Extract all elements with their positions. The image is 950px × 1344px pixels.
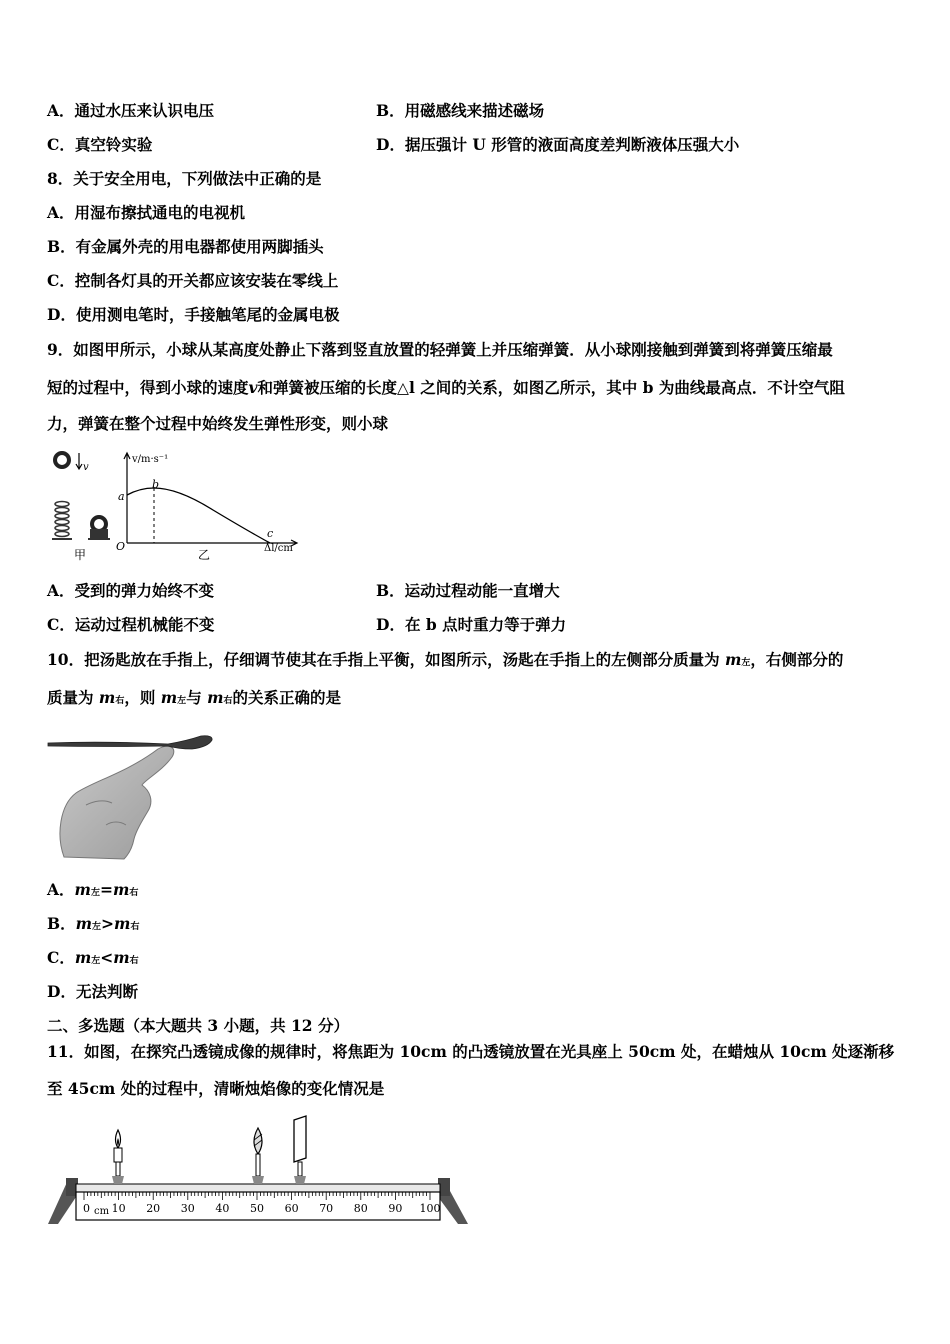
q10-stem-line2: 质量为 m右，则 m左与 m右的关系正确的是 xyxy=(47,688,342,707)
q7-option-b: B．用磁感线来描述磁场 xyxy=(376,101,545,120)
q8-option-d: D．使用测电笔时，手接触笔尾的金属电极 xyxy=(47,305,340,324)
q10-option-b: B．m左>m右 xyxy=(47,914,140,933)
fig-c-label: c xyxy=(267,527,274,540)
section-heading: 二、多选题（本大题共 3 小题，共 12 分） xyxy=(47,1016,349,1035)
bench-rail xyxy=(76,1184,440,1192)
optical-bench-figure xyxy=(44,1110,474,1230)
hand-icon xyxy=(60,746,174,859)
q9-option-c: C．运动过程机械能不变 xyxy=(47,615,215,634)
q11-stem-line1: 11．如图，在探究凸透镜成像的规律时，将焦距为 10cm 的凸透镜放置在光具座上 50cm 处，在蜡烛从 10cm 处逐渐移 xyxy=(47,1042,895,1061)
flame-candle-icon xyxy=(252,1128,264,1184)
q10-option-a: A．m左=m右 xyxy=(47,880,139,899)
fig-jia-label: 甲 xyxy=(74,548,87,562)
ruler-unit-label: cm xyxy=(94,1206,110,1217)
q9-option-a: A．受到的弹力始终不变 xyxy=(47,581,215,600)
fig-v-label: v xyxy=(83,462,89,473)
q7-option-c: C．真空铃实验 xyxy=(47,135,153,154)
q10-option-c: C．m左<m右 xyxy=(47,948,139,967)
q8-option-b: B．有金属外壳的用电器都使用两脚插头 xyxy=(47,237,324,256)
q8-option-a: A．用湿布擦拭通电的电视机 xyxy=(47,203,246,222)
ruler-label: 0 xyxy=(83,1202,90,1215)
q10-option-d: D．无法判断 xyxy=(47,982,138,1001)
candle-icon xyxy=(112,1130,124,1184)
velocity-curve xyxy=(127,488,270,543)
spoon-hand-figure xyxy=(46,735,216,860)
fig-y-axis-label: v/m·s⁻¹ xyxy=(132,454,169,465)
ruler-label: 40 xyxy=(215,1202,230,1215)
ruler-label: 10 xyxy=(111,1202,126,1215)
fig-b-label: b xyxy=(152,478,160,491)
ruler-label: 100 xyxy=(419,1202,441,1215)
q8-option-c: C．控制各灯具的开关都应该安装在零线上 xyxy=(47,271,339,290)
ruler-label: 70 xyxy=(319,1202,334,1215)
q11-stem-line2: 至 45cm 处的过程中，清晰烛焰像的变化情况是 xyxy=(47,1079,385,1098)
spring-icon xyxy=(52,502,72,540)
fig-yi-label: 乙 xyxy=(198,548,211,562)
ruler-label: 80 xyxy=(353,1202,368,1215)
q8-stem: 8．关于安全用电，下列做法中正确的是 xyxy=(47,169,322,188)
fig-origin-label: O xyxy=(116,540,126,553)
q10-stem-line1: 10．把汤匙放在手指上，仔细调节使其在手指上平衡，如图所示，汤匙在手指上的左侧部分质量为 m左，右侧部分的 xyxy=(47,650,844,669)
q9-stem-line3: 力，弹簧在整个过程中始终发生弹性形变，则小球 xyxy=(47,414,389,433)
q9-option-d: D．在 b 点时重力等于弹力 xyxy=(376,615,567,634)
q7-option-d: D．据压强计 U 形管的液面高度差判断液体压强大小 xyxy=(376,135,740,154)
q9-option-b: B．运动过程动能一直增大 xyxy=(376,581,560,600)
ball-icon xyxy=(55,453,69,467)
spoon-icon xyxy=(48,736,212,749)
ruler-label: 30 xyxy=(180,1202,195,1215)
screen-icon xyxy=(294,1116,306,1184)
ruler-label: 20 xyxy=(146,1202,161,1215)
q9-stem-line2: 短的过程中，得到小球的速度v和弹簧被压缩的长度△l 之间的关系，如图乙所示，其中 b 为曲线最高点．不计空气阻 xyxy=(47,378,845,397)
compressed-spring-icon xyxy=(88,517,110,539)
fig-a-label: a xyxy=(118,490,125,503)
q9-figure xyxy=(48,448,318,563)
q9-stem-line1: 9．如图甲所示，小球从某高度处静止下落到竖直放置的轻弹簧上并压缩弹簧．从小球刚接触到弹簧到将弹簧压缩最 xyxy=(47,340,833,359)
ruler-label: 90 xyxy=(388,1202,403,1215)
q7-option-a: A．通过水压来认识电压 xyxy=(47,101,215,120)
ruler-label: 50 xyxy=(250,1202,264,1215)
fig-x-axis-label: Δl/cm xyxy=(264,543,293,554)
ruler-label: 60 xyxy=(284,1202,299,1215)
